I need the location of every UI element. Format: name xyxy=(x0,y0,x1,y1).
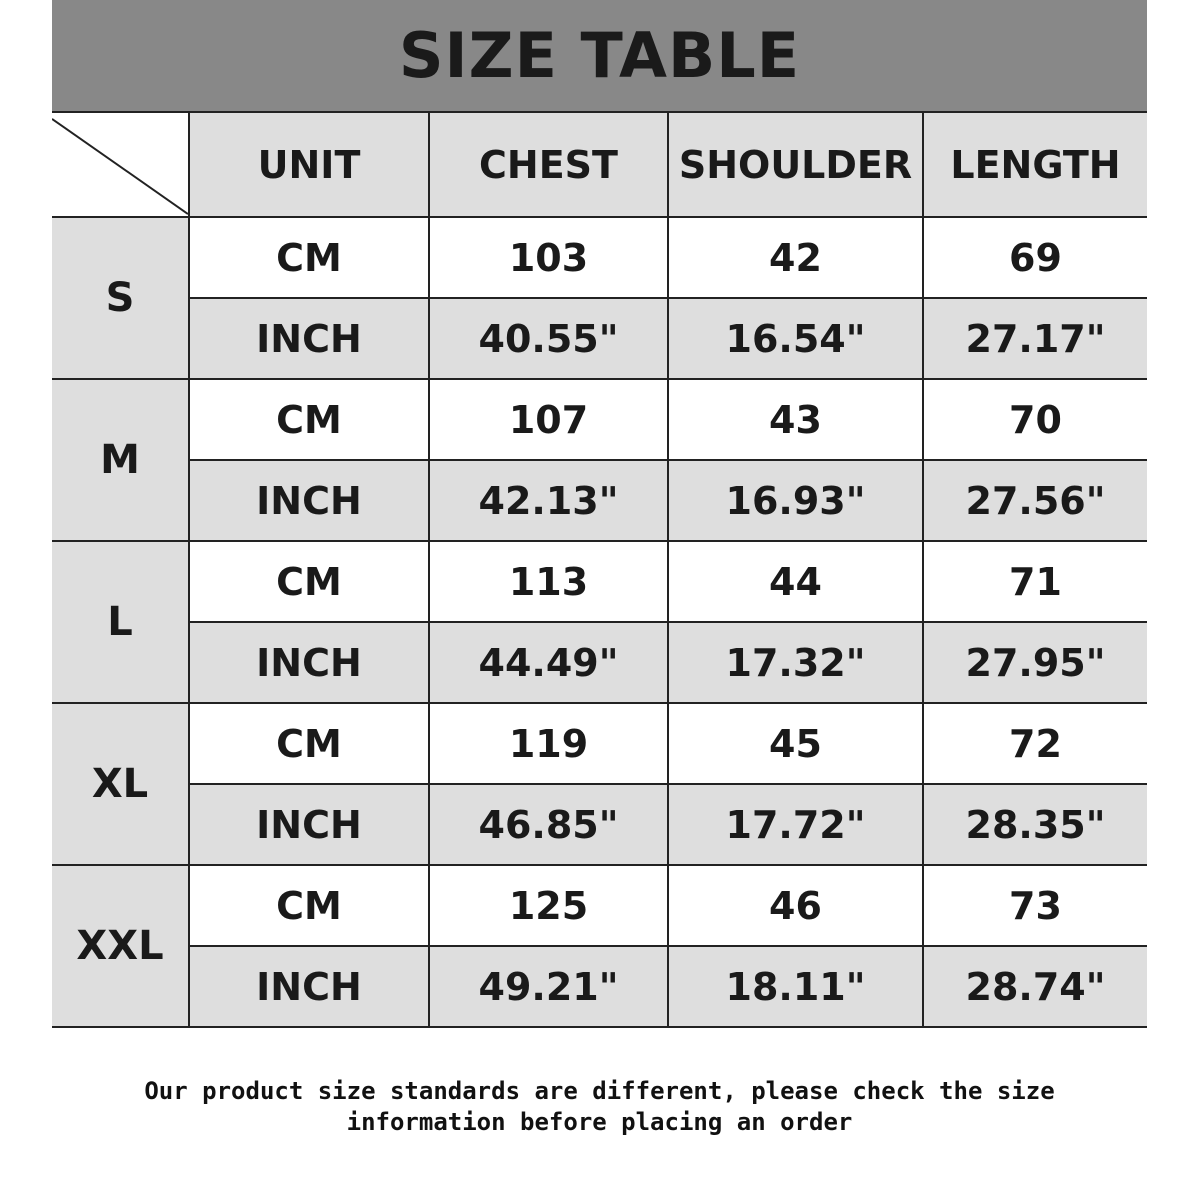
table-row xyxy=(52,460,1147,541)
size-note-line: information before placing an order xyxy=(346,1108,853,1136)
unit-cell: CM xyxy=(189,541,429,622)
unit-cell: CM xyxy=(189,703,429,784)
unit-cell: CM xyxy=(189,217,429,298)
size-table xyxy=(52,111,1147,1028)
table-row xyxy=(52,379,1147,460)
length-cell: 28.35" xyxy=(923,784,1147,865)
chest-cell: 107 xyxy=(429,379,668,460)
unit-cell: INCH xyxy=(189,784,429,865)
shoulder-cell: 43 xyxy=(668,379,923,460)
size-label: M xyxy=(52,379,189,541)
shoulder-cell: 18.11" xyxy=(668,946,923,1027)
unit-cell: INCH xyxy=(189,946,429,1027)
header-length: LENGTH xyxy=(923,112,1147,217)
size-note-line: Our product size standards are different, please check the size xyxy=(144,1077,1055,1105)
length-cell: 73 xyxy=(923,865,1147,946)
header-row xyxy=(52,112,1147,217)
chest-cell: 49.21" xyxy=(429,946,668,1027)
page-title: SIZE TABLE xyxy=(398,19,801,92)
table-row xyxy=(52,946,1147,1027)
table-row xyxy=(52,217,1147,298)
chest-cell: 119 xyxy=(429,703,668,784)
length-cell: 27.95" xyxy=(923,622,1147,703)
table-row xyxy=(52,784,1147,865)
table-row xyxy=(52,622,1147,703)
title-bar xyxy=(52,0,1147,111)
chest-cell: 113 xyxy=(429,541,668,622)
unit-cell: INCH xyxy=(189,460,429,541)
size-note xyxy=(52,1076,1147,1138)
shoulder-cell: 46 xyxy=(668,865,923,946)
shoulder-cell: 45 xyxy=(668,703,923,784)
unit-cell: INCH xyxy=(189,298,429,379)
shoulder-cell: 42 xyxy=(668,217,923,298)
table-row xyxy=(52,703,1147,784)
chest-cell: 125 xyxy=(429,865,668,946)
size-label: XXL xyxy=(52,865,189,1027)
chest-cell: 40.55" xyxy=(429,298,668,379)
unit-cell: CM xyxy=(189,865,429,946)
header-unit: UNIT xyxy=(189,112,429,217)
table-row xyxy=(52,298,1147,379)
shoulder-cell: 16.54" xyxy=(668,298,923,379)
length-cell: 71 xyxy=(923,541,1147,622)
size-label: XL xyxy=(52,703,189,865)
chest-cell: 103 xyxy=(429,217,668,298)
shoulder-cell: 17.32" xyxy=(668,622,923,703)
length-cell: 69 xyxy=(923,217,1147,298)
size-label: L xyxy=(52,541,189,703)
length-cell: 72 xyxy=(923,703,1147,784)
shoulder-cell: 44 xyxy=(668,541,923,622)
length-cell: 27.56" xyxy=(923,460,1147,541)
length-cell: 28.74" xyxy=(923,946,1147,1027)
table-row xyxy=(52,865,1147,946)
header-shoulder: SHOULDER xyxy=(668,112,923,217)
header-chest: CHEST xyxy=(429,112,668,217)
diagonal-divider xyxy=(52,113,188,216)
length-cell: 70 xyxy=(923,379,1147,460)
shoulder-cell: 16.93" xyxy=(668,460,923,541)
chest-cell: 42.13" xyxy=(429,460,668,541)
unit-cell: CM xyxy=(189,379,429,460)
shoulder-cell: 17.72" xyxy=(668,784,923,865)
length-cell: 27.17" xyxy=(923,298,1147,379)
size-label: S xyxy=(52,217,189,379)
unit-cell: INCH xyxy=(189,622,429,703)
chest-cell: 44.49" xyxy=(429,622,668,703)
table-row xyxy=(52,541,1147,622)
corner-cell xyxy=(52,112,189,217)
chest-cell: 46.85" xyxy=(429,784,668,865)
